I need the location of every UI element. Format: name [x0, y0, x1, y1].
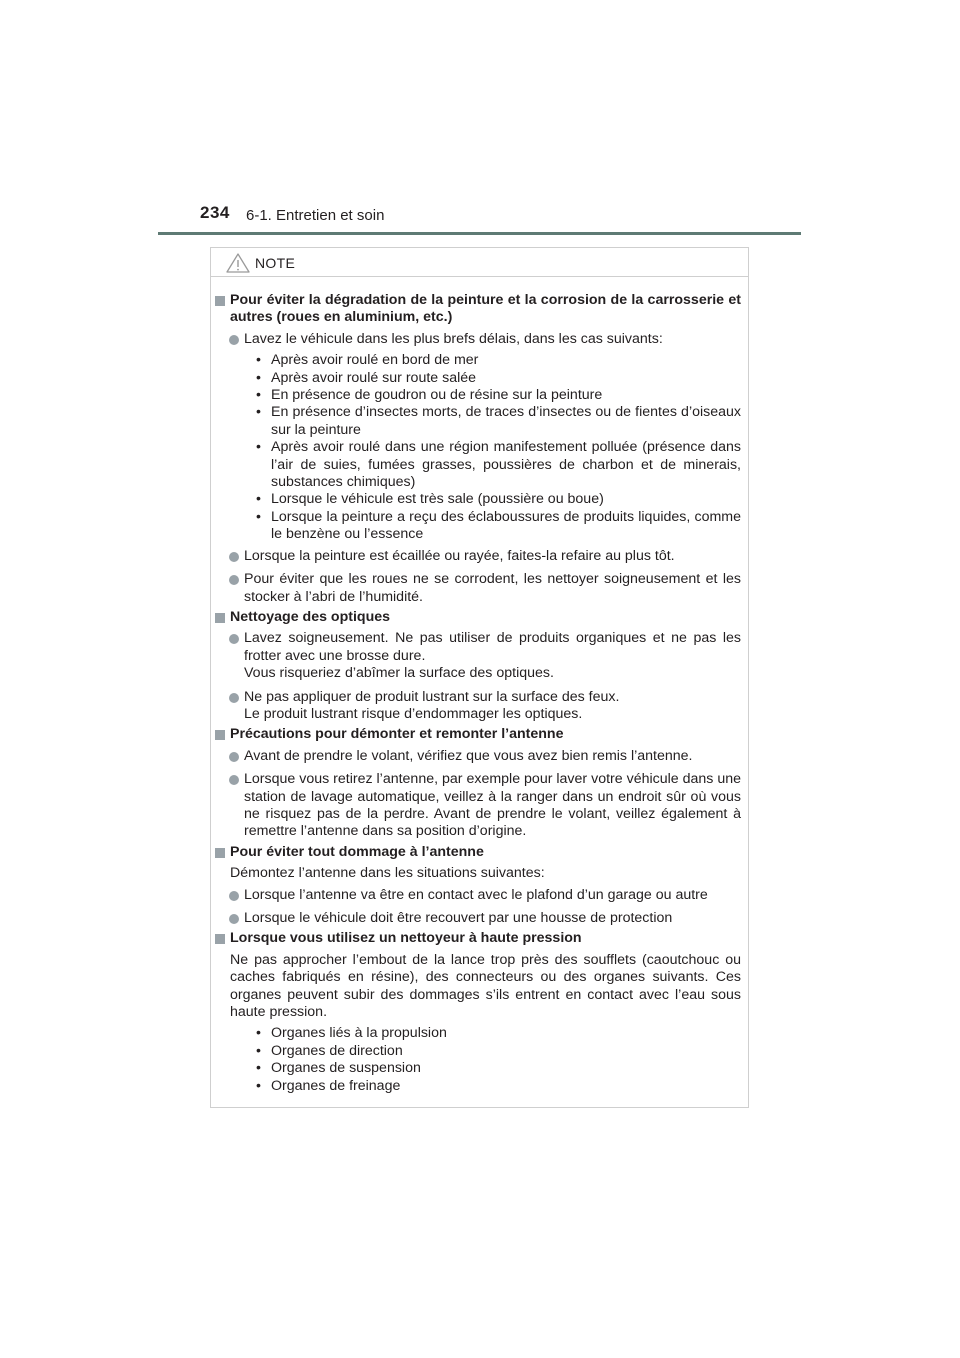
section-title: 6-1. Entretien et soin: [246, 207, 385, 224]
page-header: [0, 0, 960, 240]
header-rule: [158, 232, 801, 235]
bullet-item: • Organes de freinage: [256, 1077, 401, 1094]
bullet-item: • Après avoir roulé sur route salée: [256, 369, 477, 386]
section-intro: Ne pas approcher l’embout de la lance trop près des soufflets (caoutchouc ou caches fabriqués en résine), des connecteurs ou des organes suivants. Ces organes peuvent subir des dommages s’ils entrent en contact avec l’eau sous haute pression.: [230, 951, 741, 1021]
section-heading: Pour éviter tout dommage à l’antenne: [215, 844, 741, 861]
circle-bullet-icon: [229, 335, 239, 345]
section-heading: Précautions pour démonter et remonter l’antenne: [215, 726, 741, 743]
square-bullet-icon: [215, 848, 225, 858]
circle-bullet-icon: [229, 752, 239, 762]
section-heading: Lorsque vous utilisez un nettoyeur à haute pression: [215, 930, 741, 947]
square-bullet-icon: [215, 730, 225, 740]
section-intro: Démontez l’antenne dans les situations suivantes:: [230, 865, 545, 882]
circle-bullet-icon: [229, 891, 239, 901]
bullet-item: • Après avoir roulé dans une région manifestement polluée (présence dans l’air de suies, fumées grasses, poussières de charbon et de minerais, substances chimiques): [256, 439, 741, 491]
bullet-list: [256, 1025, 741, 1095]
list-item: Lorsque vous retirez l’antenne, par exemple pour laver votre véhicule dans une station de lavage automatique, veillez à la ranger dans un endroit sûr où vous ne risquez pas de la perdre. Avant de prendre le volant, veillez également à remettre l’antenne dans sa position d’origine.: [229, 771, 741, 841]
circle-bullet-icon: [229, 693, 239, 703]
note-content: [211, 277, 748, 1095]
bullet-item: • En présence de goudron ou de résine sur la peinture: [256, 387, 603, 404]
list-item: Pour éviter que les roues ne se corrodent, les nettoyer soigneusement et les stocker à l’abri de l’humidité.: [229, 571, 741, 606]
note-box: [210, 247, 749, 1108]
bullet-list: [256, 352, 741, 543]
note-label: NOTE: [255, 255, 296, 271]
list-item: Lavez le véhicule dans les plus brefs délais, dans les cas suivants:: [229, 331, 741, 348]
bullet-item: • En présence d’insectes morts, de traces d’insectes ou de fientes d’oiseaux sur la peinture: [256, 404, 741, 438]
section-heading: Pour éviter la dégradation de la peinture et la corrosion de la carrosserie et autres (roues en aluminium, etc.): [215, 292, 741, 327]
warning-triangle-icon: [225, 252, 251, 274]
section-heading: Nettoyage des optiques: [215, 609, 741, 626]
bullet-item: • Lorsque le véhicule est très sale (poussière ou boue): [256, 491, 604, 508]
circle-bullet-icon: [229, 634, 239, 644]
list-item: Lavez soigneusement. Ne pas utiliser de produits organiques et ne pas les frotter avec une brosse dure. Vous risqueriez d’abîmer la surface des optiques.: [229, 630, 741, 682]
list-item: Avant de prendre le volant, vérifiez que vous avez bien remis l’antenne.: [229, 748, 741, 765]
page-number: 234: [200, 203, 230, 222]
bullet-item: • Organes liés à la propulsion: [256, 1025, 447, 1042]
list-item: Lorsque la peinture est écaillée ou rayée, faites-la refaire au plus tôt.: [229, 548, 741, 565]
list-item: Ne pas appliquer de produit lustrant sur la surface des feux. Le produit lustrant risque d’endommager les optiques.: [229, 689, 741, 724]
square-bullet-icon: [215, 613, 225, 623]
circle-bullet-icon: [229, 914, 239, 924]
list-item: Lorsque l’antenne va être en contact avec le plafond d’un garage ou autre: [229, 887, 741, 904]
bullet-item: • Lorsque la peinture a reçu des éclaboussures de produits liquides, comme le benzène ou l’essence: [256, 508, 741, 543]
bullet-item: • Organes de suspension: [256, 1060, 421, 1077]
circle-bullet-icon: [229, 575, 239, 585]
list-item: Lorsque le véhicule doit être recouvert par une housse de protection: [229, 910, 741, 927]
circle-bullet-icon: [229, 775, 239, 785]
square-bullet-icon: [215, 296, 225, 306]
bullet-item: • Organes de direction: [256, 1042, 403, 1059]
circle-bullet-icon: [229, 552, 239, 562]
bullet-item: • Après avoir roulé en bord de mer: [256, 352, 479, 369]
note-header: [211, 248, 748, 277]
square-bullet-icon: [215, 934, 225, 944]
